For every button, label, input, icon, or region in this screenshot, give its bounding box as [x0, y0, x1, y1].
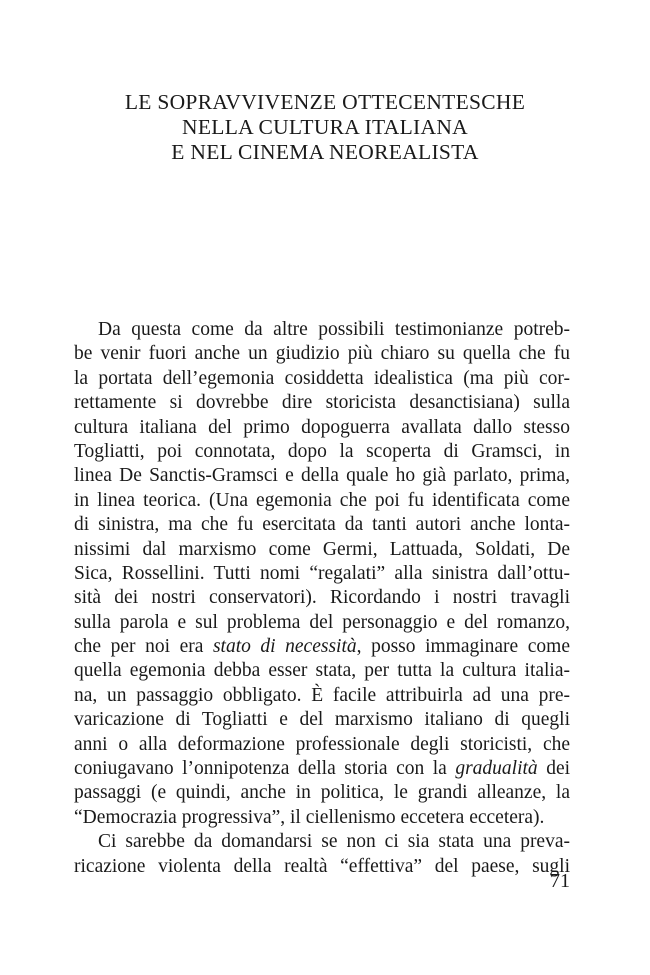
text-line-mixed	[74, 635, 570, 659]
text-line: Da questa come da altre possibili testimonianze potreb-	[98, 319, 570, 340]
text-line: passaggi (e quindi, anche in politica, le grandi alleanze, la	[74, 782, 570, 804]
body-text	[74, 318, 570, 879]
text-line: rettamente si dovrebbe dire storicista desanctisiana) sulla	[74, 392, 570, 414]
text-line: sità dei nostri conservatori). Ricordando i nostri travagli	[74, 587, 570, 609]
text-line: nissimi dal marxismo come Germi, Lattuada, Soldati, De	[74, 538, 570, 560]
text-line: Sica, Rossellini. Tutti nomi “regalati” alla sinistra dall’ottu-	[74, 562, 570, 584]
text-line: be venir fuori anche un giudizio più chiaro su quella che fu	[74, 343, 570, 365]
text-line-mixed	[74, 757, 570, 781]
italic-phrase: stato di necessità	[212, 636, 357, 658]
text-fragment: coniugavano l’onnipotenza della storia con la	[74, 758, 447, 780]
text-line: quella egemonia debba esser stata, per tutta la cultura italia-	[74, 660, 570, 682]
text-line: na, un passaggio obbligato. È facile attribuirla ad una pre-	[74, 684, 570, 706]
page-number: 71	[550, 870, 570, 892]
text-line: “Democrazia progressiva”, il ciellenismo eccetera eccetera).	[74, 806, 545, 828]
text-line: Togliatti, poi connotata, dopo la scoperta di Gramsci, in	[74, 440, 570, 462]
text-line: ricazione violenta della realtà “effettiva” del paese, sugli	[74, 855, 570, 877]
text-line: di sinistra, ma che fu esercitata da tanti autori anche lonta-	[74, 514, 570, 536]
text-line: in linea teorica. (Una egemonia che poi fu identificata come	[74, 489, 570, 511]
text-line: cultura italiana del primo dopoguerra avallata dallo stesso	[74, 416, 570, 438]
text-fragment: dei	[546, 758, 571, 780]
text-line: anni o alla deformazione professionale degli storicisti, che	[74, 733, 570, 755]
text-line: Ci sarebbe da domandarsi se non ci sia stata una preva-	[98, 831, 570, 853]
italic-phrase: gradualità	[455, 758, 538, 780]
chapter-title-line: E NEL CINEMA NEOREALISTA	[171, 140, 479, 164]
chapter-title-line: LE SOPRAVVIVENZE OTTECENTESCHE	[124, 90, 526, 114]
chapter-title-line: NELLA CULTURA ITALIANA	[182, 115, 468, 139]
text-line: linea De Sanctis-Gramsci e della quale ho già parlato, prima,	[74, 465, 570, 487]
text-line: sulla parola e sul problema del personaggio e del romanzo,	[74, 611, 570, 633]
text-line: la portata dell’egemonia cosiddetta idealistica (ma più cor-	[74, 367, 570, 389]
text-fragment: che per noi era	[74, 636, 204, 658]
text-fragment: , posso immaginare come	[356, 636, 570, 658]
text-line: varicazione di Togliatti e del marxismo italiano di quegli	[74, 709, 570, 731]
chapter-title	[0, 90, 650, 165]
